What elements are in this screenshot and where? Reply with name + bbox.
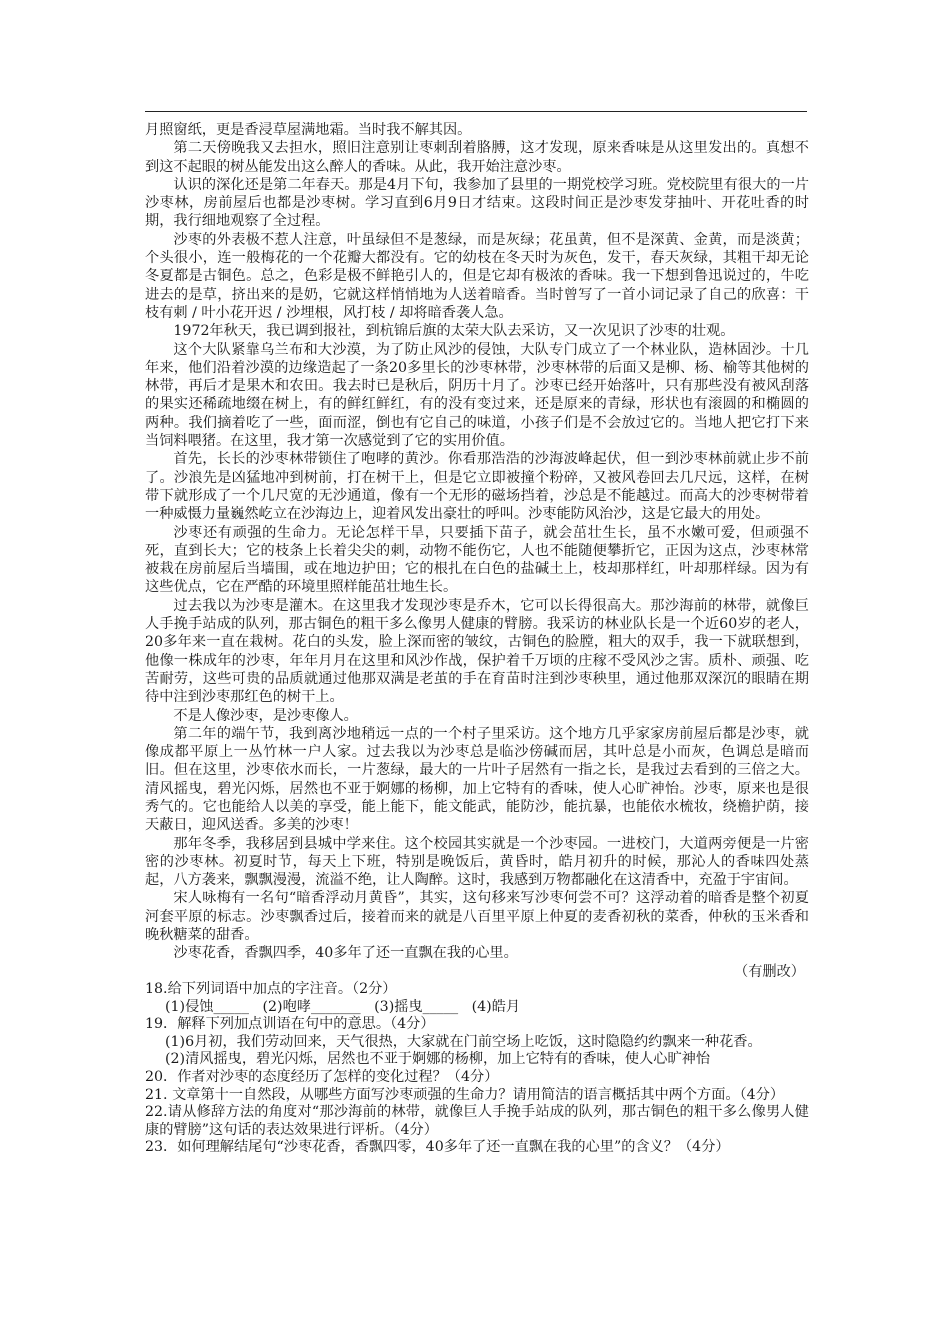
question-19-item-2: (2)清风摇曳，碧光闪烁，居然也不亚于婀娜的杨柳，加上它特有的香味，使人心旷神怡	[165, 1051, 711, 1068]
paragraph: 过去我以为沙枣是灌木。在这里我才发现沙枣是乔木，它可以长得很高大。那沙海前的林带，就像巨人手挽手站成的队列，那古铜色的粗干多么像男人健康的臂膀。我采访的林业队长是一个近60岁的老人，20多年来一直在栽树。花白的头发，脸上深而密的皱纹，古铜色的脸膛，粗大的双手，我一下就联想到，他像一株成年的沙枣，年年月月在这里和风沙作战，保护着千万顷的庄稼不受风沙之害。质朴、顽强、吃苦耐劳，这些可贵的品质就通过他那双满是老茧的手在育苗时注到沙枣秧里，通过他那双深沉的眼睛在期待中注到沙枣那红色的树干上。	[145, 597, 809, 706]
document-body	[145, 121, 809, 1157]
paragraph: 首先，长长的沙枣林带锁住了咆哮的黄沙。你看那浩浩的沙海波峰起伏，但一到沙枣林前就止步不前了。沙浪先是凶猛地冲到树前，打在树干上，但是它立即被撞个粉碎，又被风卷回去几尺远，这样，在树带下就形成了一个几尺宽的无沙通道，像有一个无形的磁场挡着，沙总是不能越过。而高大的沙枣树带着一种威慑力量巍然屹立在沙海边上，迎着风发出豪壮的呼叫。沙枣能防风治沙，这是它最大的用处。	[145, 451, 809, 523]
paragraph: 1972年秋天，我已调到报社，到杭锦后旗的太荣大队去采访，又一次见识了沙枣的壮观。	[173, 323, 735, 340]
questions-section	[145, 981, 809, 1157]
paragraph: 宋人咏梅有一名句“暗香浮动月黄昏”，其实，这句移来写沙枣何尝不可？这浮动着的暗香是整个初夏河套平原的标志。沙枣飘香过后，接着而来的就是八百里平原上仲夏的麦香初秋的菜香，仲秋的玉米香和晚秋糖菜的甜香。	[145, 890, 809, 944]
question-23: 23．如何理解结尾句“沙枣花香，香飘四零，40多年了还一直飘在我的心里”的含义？（4分）	[145, 1139, 730, 1156]
paragraph: 第二年的端午节，我到离沙地稍远一点的一个村子里采访。这个地方几乎家家房前屋后都是沙枣，就像成都平原上一丛竹林一户人家。过去我以为沙枣总是临沙傍碱而居，其叶总是小而灰，色调总是暗而旧。但在这里，沙枣依水而长，一片葱绿，最大的一片叶子居然有一指之长，是我过去看到的三倍之大。清风摇曳，碧光闪烁，居然也不亚于婀娜的杨柳，加上它特有的香味，使人心旷神怡。沙枣，原来也是很秀气的。它也能给人以美的享受，能上能下，能文能武，能防沙，能抗暴，也能依水梳妆，绕檐护荫，接天蔽日，迎风送香。多美的沙枣！	[145, 725, 809, 834]
paragraph: 沙枣的外表极不惹人注意，叶虽绿但不是葱绿，而是灰绿；花虽黄，但不是深黄、金黄，而是淡黄；个头很小，连一般梅花的一个花瓣大都没有。它的幼枝在冬天时为灰色，发干，春天灰绿，其粗干却无论冬夏都是古铜色。总之，色彩是极不鲜艳引人的，但是它却有极浓的香味。我一下想到鲁迅说过的，牛吃进去的是草，挤出来的是奶，它就这样悄悄地为人送着暗香。当时曾写了一首小词记录了自己的欣喜：干枝有刺 / 叶小花开迟 / 沙埋根，风打枝 / 却将暗香袭人急。	[145, 231, 809, 321]
paragraph: 那年冬季，我移居到县城中学来住。这个校园其实就是一个沙枣园。一进校门，大道两旁便是一片密密的沙枣林。初夏时节，每天上下班，特别是晚饭后，黄昏时，皓月初升的时候，那沁人的香味四处蒸起，八方袭来，飘飘漫漫，流溢不绝，让人陶醉。这时，我感到万物都融化在这清香中，充盈于宇宙间。	[145, 835, 809, 889]
paragraph: 不是人像沙枣，是沙枣像人。	[173, 707, 358, 724]
paragraph: 沙枣还有顽强的生命力。无论怎样干旱，只要插下苗子，就会茁壮生长，虽不水嫩可爱，但顽强不死，直到长大；它的枝条上长着尖尖的刺，动物不能伤它，人也不能随便攀折它，正因为这点，沙枣林常被栽在房前屋后当墙围，或在地边护田；它的根扎在白色的盐碱土上，枝却那样红，叶却那样绿。因为有这些优点，它在严酷的环境里照样能茁壮地生长。	[145, 524, 809, 596]
paragraph: 沙枣花香，香飘四季，40多年了还一直飘在我的心里。	[173, 945, 518, 962]
paragraph: 认识的深化还是第二年春天。那是4月下旬，我参加了县里的一期党校学习班。党校院里有很大的一片沙枣林，房前屋后也都是沙枣树。学习直到6月9日才结束。这段时间正是沙枣发芽抽叶、开花吐香的时期，我行细地观察了全过程。	[145, 176, 809, 230]
paragraph: 第二天傍晚我又去担水，照旧注意别让枣刺刮着胳膊，这才发现，原来香味是从这里发出的。真想不到这不起眼的树丛能发出这么醉人的香味。从此，我开始注意沙枣。	[145, 140, 809, 175]
question-18-items: (1)侵蚀_____ (2)咆哮_______ (3)摇曳_____ (4)皓月	[165, 998, 521, 1015]
source-note: （有删改）	[734, 963, 805, 980]
question-21: 21. 文章第十一自然段，从哪些方面写沙枣顽强的生命力？请用简洁的语言概括其中两个方面。（4分）	[145, 1086, 785, 1103]
question-19: 19．解释下列加点训语在句中的意思。（4分）	[145, 1016, 435, 1033]
question-18: 18.给下列词语中加点的字注音。（2分）	[145, 980, 397, 997]
question-22: 22.请从修辞方法的角度对“那沙海前的林带，就像巨人手挽手站成的队列，那古铜色的粗干多么像男人健康的臂膀”这句话的表达效果进行评析。（4分）	[145, 1104, 809, 1138]
header-rule	[145, 111, 807, 112]
question-19-item-1: (1)6月初，我们劳动回来，天气很热，大家就在门前空场上吃饭，这时隐隐约约飘来一种花香。	[165, 1033, 762, 1050]
paragraph: 这个大队紧靠乌兰布和大沙漠，为了防止风沙的侵蚀，大队专门成立了一个林业队，造林固沙。十几年来，他们沿着沙漠的边缘造起了一条20多里长的沙枣林带，沙枣林带的后面又是柳、杨、榆等其他树的林带，再后才是果木和农田。我去时已是秋后，阴历十月了。沙枣已经开始落叶，只有那些没有被风刮落的果实还稀疏地缀在树上，有的鲜红鲜红，有的没有变过来，还是原来的青绿，形状也有滚圆的和椭圆的两种。我们摘着吃了一些，面而涩，倒也有它自己的味道，小孩子们是不会放过它的。当地人把它打下来当饲料喂猪。在这里，我才第一次感觉到了它的实用价值。	[145, 341, 809, 450]
paragraph: 月照窗纸，更是香浸草屋满地霜。当时我不解其因。	[145, 122, 472, 138]
question-20: 20．作者对沙枣的态度经历了怎样的变化过程？（4分）	[145, 1068, 499, 1085]
